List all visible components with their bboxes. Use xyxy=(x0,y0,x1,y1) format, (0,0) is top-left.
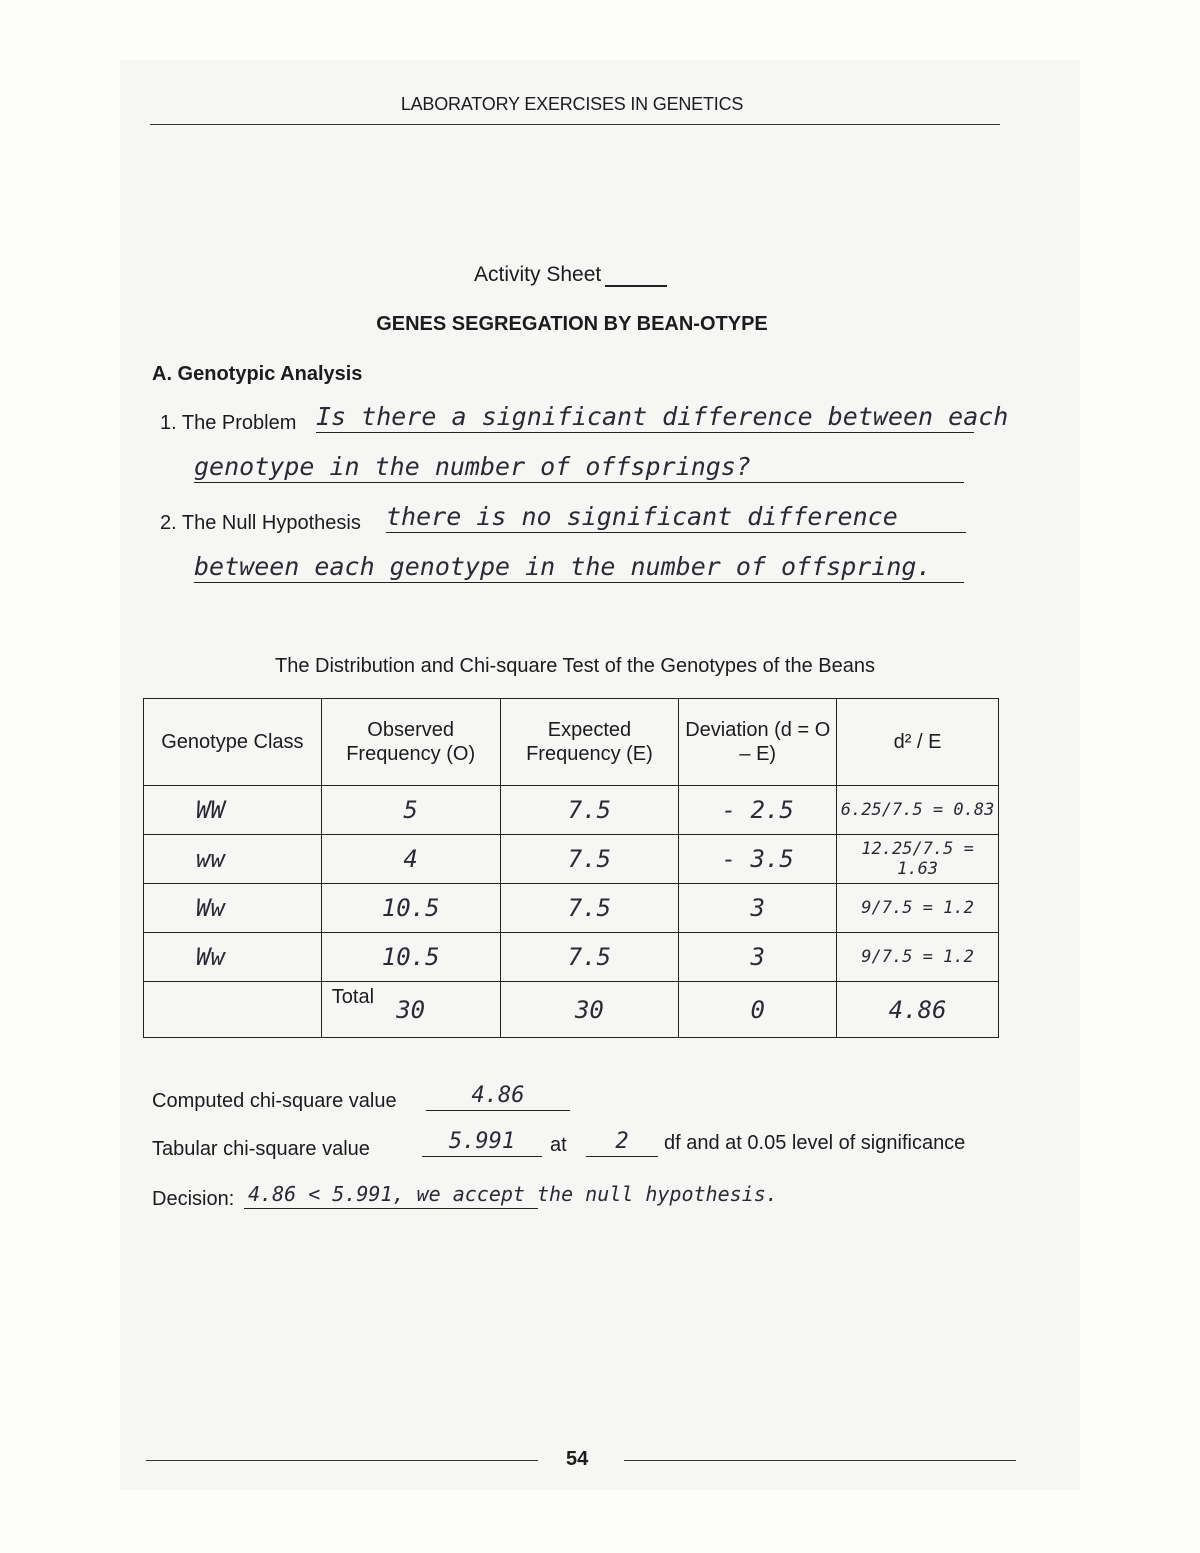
at-label: at xyxy=(550,1134,567,1156)
activity-number-blank xyxy=(605,267,667,287)
genotype-cell: Ww xyxy=(144,933,322,982)
header-expected: Expected Frequency (E) xyxy=(500,699,679,786)
page-number: 54 xyxy=(566,1448,589,1470)
deviation-cell: - 3.5 xyxy=(679,835,837,884)
header-chi: d² / E xyxy=(837,699,999,786)
df-suffix: df and at 0.05 level of significance xyxy=(664,1132,966,1154)
header-genotype: Genotype Class xyxy=(144,699,322,786)
expected-cell: 7.5 xyxy=(500,786,679,835)
problem-label: 1. The Problem xyxy=(160,412,297,434)
total-expected-cell: 30 xyxy=(500,982,679,1038)
total-observed-value: 30 xyxy=(396,995,426,1024)
header-observed: Observed Frequency (O) xyxy=(321,699,500,786)
decision-label: Decision: xyxy=(152,1188,235,1210)
genotype-cell: ww xyxy=(144,835,322,884)
null-hypothesis-line1: there is no significant difference xyxy=(386,502,966,533)
activity-sheet-label xyxy=(474,263,667,287)
total-blank-cell xyxy=(144,982,322,1038)
observed-cell: 10.5 xyxy=(321,933,500,982)
chi-cell: 9/7.5 = 1.2 xyxy=(837,884,999,933)
observed-cell: 10.5 xyxy=(321,884,500,933)
genotype-cell: WW xyxy=(144,786,322,835)
expected-cell: 7.5 xyxy=(500,884,679,933)
table-row xyxy=(144,835,999,884)
total-deviation-cell: 0 xyxy=(679,982,837,1038)
header-deviation: Deviation (d = O – E) xyxy=(679,699,837,786)
problem-answer-line2: genotype in the number of offsprings? xyxy=(194,452,964,483)
running-head: LABORATORY EXERCISES IN GENETICS xyxy=(400,94,744,114)
chi-square-table xyxy=(143,698,999,1038)
df-value: 2 xyxy=(586,1128,658,1157)
expected-cell: 7.5 xyxy=(500,835,679,884)
table-row xyxy=(144,786,999,835)
problem-answer-line1: Is there a significant difference between each xyxy=(316,402,1009,431)
chi-cell: 9/7.5 = 1.2 xyxy=(837,933,999,982)
decision-value: 4.86 < 5.991, we accept the null hypothesis. xyxy=(248,1182,778,1206)
table-total-row xyxy=(144,982,999,1038)
table-caption: The Distribution and Chi-square Test of the Genotypes of the Beans xyxy=(275,655,875,677)
section-heading: A. Genotypic Analysis xyxy=(152,363,363,385)
genotype-cell: Ww xyxy=(144,884,322,933)
tabular-value: 5.991 xyxy=(422,1128,542,1157)
deviation-cell: - 2.5 xyxy=(679,786,837,835)
table-row xyxy=(144,884,999,933)
total-chi-cell: 4.86 xyxy=(837,982,999,1038)
footer-rule-right xyxy=(624,1460,1016,1461)
activity-sheet-text: Activity Sheet xyxy=(474,263,602,286)
observed-cell: 5 xyxy=(321,786,500,835)
tabular-label: Tabular chi-square value xyxy=(152,1138,370,1160)
observed-cell: 4 xyxy=(321,835,500,884)
chi-cell: 12.25/7.5 = 1.63 xyxy=(837,835,999,884)
computed-label: Computed chi-square value xyxy=(152,1090,397,1112)
total-observed-cell xyxy=(321,982,500,1038)
table-header-row xyxy=(144,699,999,786)
header-rule xyxy=(150,124,1000,125)
chi-cell: 6.25/7.5 = 0.83 xyxy=(837,786,999,835)
decision-underline xyxy=(244,1208,538,1209)
expected-cell: 7.5 xyxy=(500,933,679,982)
table-row xyxy=(144,933,999,982)
deviation-cell: 3 xyxy=(679,884,837,933)
null-hypothesis-label: 2. The Null Hypothesis xyxy=(160,512,361,534)
document-title: GENES SEGREGATION BY BEAN-OTYPE xyxy=(376,313,768,335)
footer-rule-left xyxy=(146,1460,538,1461)
null-hypothesis-line2: between each genotype in the number of offspring. xyxy=(194,552,964,583)
computed-value: 4.86 xyxy=(426,1082,570,1111)
total-label: Total xyxy=(331,986,375,1008)
deviation-cell: 3 xyxy=(679,933,837,982)
